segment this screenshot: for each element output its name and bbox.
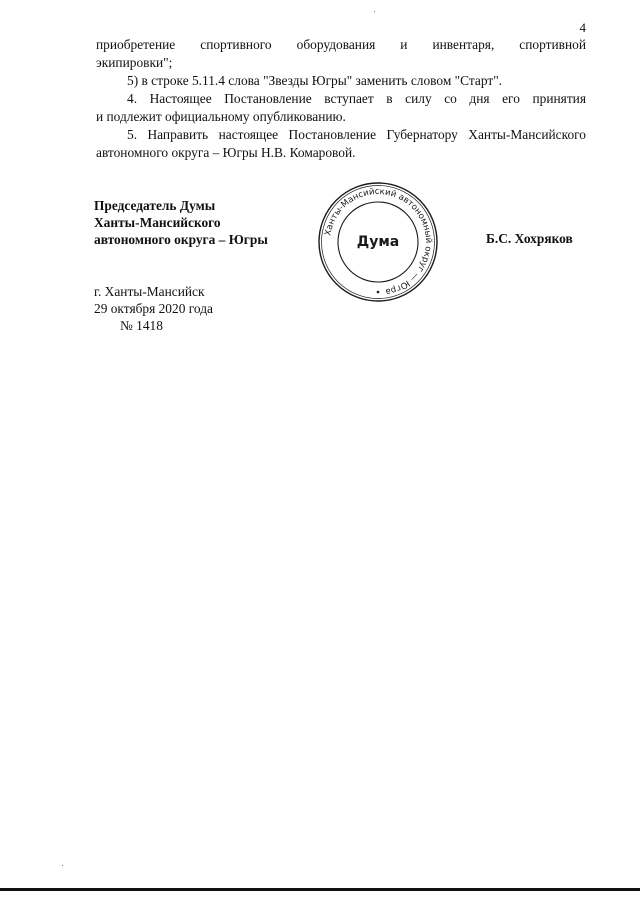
paragraph-line: 4. Настоящее Постановление вступает в силу со дня его принятия — [127, 91, 586, 106]
stamp-center-text: Дума — [356, 234, 400, 250]
issue-details — [94, 283, 213, 334]
paragraph-line: 5) в строке 5.11.4 слова "Звезды Югры" заменить словом "Старт". — [127, 73, 503, 88]
paragraph-item-5 — [96, 72, 586, 90]
page-number: 4 — [579, 20, 586, 35]
signatory-title-line: Ханты-Мансийского — [94, 215, 221, 230]
paragraph-line: и подлежит официальному опубликованию. — [96, 109, 346, 124]
stamp-ring-text: Ханты-Мансийский автономный округ — Югра — [323, 186, 434, 297]
signatory-title-line: автономного округа – Югры — [94, 232, 268, 247]
scan-speck — [374, 11, 375, 12]
stamp-dot — [377, 291, 380, 294]
scan-speck — [62, 865, 63, 866]
paragraph-line: 5. Направить настоящее Постановление Губернатору Ханты-Мансийского — [127, 127, 586, 142]
signatory-title — [94, 197, 268, 248]
issue-date: 29 октября 2020 года — [94, 301, 213, 316]
signatory-title-line: Председатель Думы — [94, 198, 216, 213]
paragraph-send — [96, 126, 586, 162]
signatory-name: Б.С. Хохряков — [486, 231, 573, 246]
paragraph-effective — [96, 90, 586, 126]
issue-number: № 1418 — [120, 318, 163, 333]
bottom-border-line — [0, 888, 640, 891]
paragraph-line: экипировки"; — [96, 55, 173, 70]
paragraph-continued — [96, 36, 586, 72]
issue-place: г. Ханты-Мансийск — [94, 284, 205, 299]
paragraph-line: автономного округа – Югры Н.В. Комаровой. — [96, 145, 356, 160]
official-seal-stamp — [316, 180, 440, 304]
paragraph-line: приобретение спортивного оборудования и инвентаря, спортивной — [96, 37, 586, 52]
